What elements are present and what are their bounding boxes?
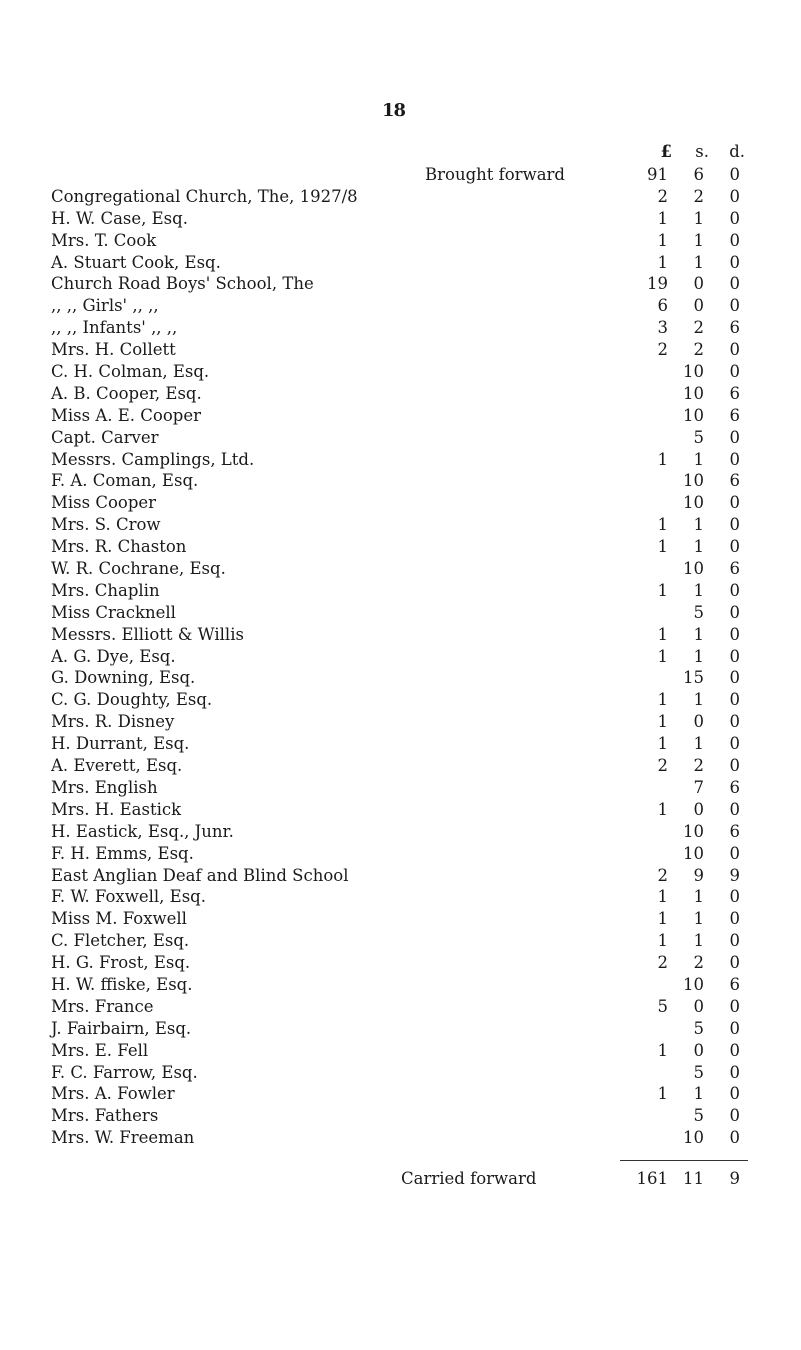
donor-name: Messrs. Elliott & Willis bbox=[51, 624, 244, 644]
shillings-value: 5 bbox=[693, 1062, 704, 1082]
donor-name: Mrs. A. Fowler bbox=[51, 1084, 175, 1104]
shillings-value: 10 bbox=[683, 843, 704, 863]
list-item bbox=[0, 361, 801, 383]
pence-value: 0 bbox=[729, 690, 740, 710]
pounds-value: 91 bbox=[647, 165, 668, 184]
donor-name: Messrs. Camplings, Ltd. bbox=[51, 449, 255, 469]
pence-value: 0 bbox=[729, 909, 740, 929]
list-item bbox=[0, 295, 801, 317]
donor-name: Church Road Boys' School, The bbox=[51, 274, 314, 294]
shillings-value: 0 bbox=[693, 1040, 704, 1060]
donor-name: G. Downing, Esq. bbox=[51, 668, 196, 688]
donor-name: Mrs. R. Disney bbox=[51, 712, 175, 732]
pounds-value: 1 bbox=[657, 1084, 668, 1104]
donor-name: Mrs. W. Freeman bbox=[51, 1128, 195, 1148]
donor-name: H. G. Frost, Esq. bbox=[51, 953, 191, 973]
list-item bbox=[0, 449, 801, 471]
pence-value: 0 bbox=[729, 602, 740, 622]
pence-value: 0 bbox=[729, 493, 740, 513]
pence-value: 0 bbox=[729, 1018, 740, 1038]
shillings-value: 2 bbox=[693, 318, 704, 338]
shillings-value: 10 bbox=[683, 821, 704, 841]
donor-name: C. Fletcher, Esq. bbox=[51, 931, 190, 951]
pounds-value: 1 bbox=[657, 449, 668, 469]
donor-name: Capt. Carver bbox=[51, 427, 159, 447]
donor-name: J. Fairbairn, Esq. bbox=[51, 1018, 192, 1038]
carried-forward-label: Carried forward bbox=[401, 1169, 537, 1188]
pence-value: 0 bbox=[729, 712, 740, 732]
pounds-value: 19 bbox=[647, 274, 668, 294]
donor-name: A. Everett, Esq. bbox=[51, 756, 183, 776]
donor-name: F. W. Foxwell, Esq. bbox=[51, 887, 206, 907]
pence-value: 6 bbox=[729, 405, 740, 425]
pence-value: 0 bbox=[729, 843, 740, 863]
shillings-value: 0 bbox=[693, 712, 704, 732]
list-item bbox=[0, 952, 801, 974]
pounds-value: 2 bbox=[657, 340, 668, 360]
shillings-value: 1 bbox=[693, 449, 704, 469]
list-item bbox=[0, 930, 801, 952]
donor-name: F. C. Farrow, Esq. bbox=[51, 1062, 198, 1082]
pounds-value: 1 bbox=[657, 580, 668, 600]
pence-value: 0 bbox=[729, 340, 740, 360]
donor-name: H. W. ffiske, Esq. bbox=[51, 974, 193, 994]
list-item bbox=[0, 558, 801, 580]
donor-name: Mrs. Fathers bbox=[51, 1106, 159, 1126]
shillings-value: 10 bbox=[683, 383, 704, 403]
pence-value: 6 bbox=[729, 471, 740, 491]
pounds-value: 1 bbox=[657, 646, 668, 666]
shillings-value: 0 bbox=[693, 296, 704, 316]
pence-value: 6 bbox=[729, 777, 740, 797]
pounds-column-header: £ bbox=[660, 142, 672, 161]
list-item bbox=[0, 1040, 801, 1062]
shillings-value: 0 bbox=[693, 996, 704, 1016]
shillings-value: 10 bbox=[683, 405, 704, 425]
pounds-value: 5 bbox=[657, 996, 668, 1016]
list-item bbox=[0, 186, 801, 208]
pence-value: 0 bbox=[729, 296, 740, 316]
donor-name: Miss A. E. Cooper bbox=[51, 405, 201, 425]
pence-total: 9 bbox=[729, 1169, 740, 1188]
pence-value: 0 bbox=[729, 537, 740, 557]
shillings-value: 10 bbox=[683, 974, 704, 994]
list-item bbox=[0, 996, 801, 1018]
donor-name: Mrs. S. Crow bbox=[51, 515, 161, 535]
shillings-value: 10 bbox=[683, 362, 704, 382]
shillings-value: 1 bbox=[693, 230, 704, 250]
donor-name: Mrs. H. Collett bbox=[51, 340, 176, 360]
pence-value: 0 bbox=[729, 252, 740, 272]
list-item bbox=[0, 230, 801, 252]
pence-value: 0 bbox=[729, 734, 740, 754]
pounds-value: 1 bbox=[657, 624, 668, 644]
pounds-value: 1 bbox=[657, 230, 668, 250]
shillings-value: 1 bbox=[693, 580, 704, 600]
list-item bbox=[0, 886, 801, 908]
donor-name: W. R. Cochrane, Esq. bbox=[51, 559, 226, 579]
page-number: 18 bbox=[382, 100, 406, 121]
shillings-value: 5 bbox=[693, 602, 704, 622]
donor-name: C. H. Colman, Esq. bbox=[51, 362, 210, 382]
pence-value: 0 bbox=[729, 1106, 740, 1126]
pounds-value: 1 bbox=[657, 734, 668, 754]
shillings-value: 1 bbox=[693, 537, 704, 557]
list-item bbox=[0, 339, 801, 361]
donor-name: Miss Cooper bbox=[51, 493, 157, 513]
shillings-value: 2 bbox=[693, 756, 704, 776]
shillings-value: 1 bbox=[693, 252, 704, 272]
pounds-value: 2 bbox=[657, 186, 668, 206]
pence-value: 0 bbox=[729, 646, 740, 666]
list-item bbox=[0, 1062, 801, 1084]
donor-name: ,, ,, Infants' ,, ,, bbox=[51, 318, 178, 338]
donor-name: Mrs. E. Fell bbox=[51, 1040, 149, 1060]
donor-name: Mrs. France bbox=[51, 996, 154, 1016]
shillings-value: 1 bbox=[693, 909, 704, 929]
list-item bbox=[0, 470, 801, 492]
donor-name: Mrs. H. Eastick bbox=[51, 799, 182, 819]
list-item bbox=[0, 799, 801, 821]
shillings-value: 10 bbox=[683, 471, 704, 491]
shillings-value: 1 bbox=[693, 208, 704, 228]
list-item bbox=[0, 536, 801, 558]
donor-name: C. G. Doughty, Esq. bbox=[51, 690, 213, 710]
pence-value: 0 bbox=[729, 515, 740, 535]
list-item bbox=[0, 667, 801, 689]
pence-value: 6 bbox=[729, 559, 740, 579]
shillings-value: 6 bbox=[693, 165, 704, 184]
pounds-value: 1 bbox=[657, 515, 668, 535]
donor-name: F. A. Coman, Esq. bbox=[51, 471, 199, 491]
list-item bbox=[0, 711, 801, 733]
list-item bbox=[0, 755, 801, 777]
pounds-value: 1 bbox=[657, 712, 668, 732]
pounds-value: 1 bbox=[657, 1040, 668, 1060]
list-item bbox=[0, 1127, 801, 1149]
subscription-list bbox=[0, 164, 801, 1149]
pounds-value: 1 bbox=[657, 537, 668, 557]
shillings-total: 11 bbox=[683, 1169, 704, 1188]
pounds-value: 1 bbox=[657, 208, 668, 228]
donor-name: Congregational Church, The, 1927/8 bbox=[51, 186, 358, 206]
list-item bbox=[0, 689, 801, 711]
shillings-value: 1 bbox=[693, 734, 704, 754]
donor-name: Miss M. Foxwell bbox=[51, 909, 187, 929]
list-item bbox=[0, 317, 801, 339]
pence-value: 9 bbox=[729, 865, 740, 885]
pounds-value: 1 bbox=[657, 887, 668, 907]
pence-value: 0 bbox=[729, 274, 740, 294]
pounds-value: 2 bbox=[657, 953, 668, 973]
list-item bbox=[0, 843, 801, 865]
donor-name: H. Eastick, Esq., Junr. bbox=[51, 821, 234, 841]
shillings-value: 10 bbox=[683, 493, 704, 513]
shillings-value: 5 bbox=[693, 427, 704, 447]
carried-forward-row bbox=[0, 1167, 801, 1191]
list-item bbox=[0, 908, 801, 930]
shillings-value: 0 bbox=[693, 799, 704, 819]
pence-value: 0 bbox=[729, 230, 740, 250]
shillings-value: 2 bbox=[693, 953, 704, 973]
shillings-value: 1 bbox=[693, 1084, 704, 1104]
list-item bbox=[0, 405, 801, 427]
donor-name: ,, ,, Girls' ,, ,, bbox=[51, 296, 159, 316]
pence-value: 0 bbox=[729, 799, 740, 819]
shillings-value: 2 bbox=[693, 340, 704, 360]
pence-value: 0 bbox=[729, 362, 740, 382]
shillings-value: 2 bbox=[693, 186, 704, 206]
shillings-value: 1 bbox=[693, 887, 704, 907]
shillings-value: 7 bbox=[693, 777, 704, 797]
pence-value: 0 bbox=[729, 1084, 740, 1104]
donor-name: F. H. Emms, Esq. bbox=[51, 843, 194, 863]
shillings-value: 15 bbox=[683, 668, 704, 688]
pounds-total: 161 bbox=[636, 1169, 668, 1188]
shillings-value: 1 bbox=[693, 624, 704, 644]
donor-name: Mrs. English bbox=[51, 777, 158, 797]
list-item bbox=[0, 821, 801, 843]
pence-value: 0 bbox=[729, 996, 740, 1016]
shillings-value: 0 bbox=[693, 274, 704, 294]
donor-name: A. G. Dye, Esq. bbox=[51, 646, 176, 666]
pounds-value: 3 bbox=[657, 318, 668, 338]
list-item bbox=[0, 646, 801, 668]
donor-name: East Anglian Deaf and Blind School bbox=[51, 865, 349, 885]
list-item bbox=[0, 492, 801, 514]
list-item bbox=[0, 208, 801, 230]
pence-value: 0 bbox=[729, 165, 740, 184]
pounds-value: 1 bbox=[657, 252, 668, 272]
pence-value: 0 bbox=[729, 931, 740, 951]
pence-value: 0 bbox=[729, 186, 740, 206]
donor-name: A. B. Cooper, Esq. bbox=[51, 383, 202, 403]
pence-value: 0 bbox=[729, 427, 740, 447]
list-item bbox=[0, 427, 801, 449]
pence-value: 0 bbox=[729, 208, 740, 228]
list-item bbox=[0, 580, 801, 602]
pounds-value: 1 bbox=[657, 690, 668, 710]
shillings-value: 1 bbox=[693, 646, 704, 666]
total-rule bbox=[620, 1160, 748, 1161]
list-item bbox=[0, 514, 801, 536]
list-item bbox=[0, 1018, 801, 1040]
list-item bbox=[0, 252, 801, 274]
pounds-value: 2 bbox=[657, 865, 668, 885]
shillings-value: 1 bbox=[693, 931, 704, 951]
list-item bbox=[0, 974, 801, 996]
pounds-value: 1 bbox=[657, 909, 668, 929]
pence-column-header: d. bbox=[729, 142, 745, 161]
shillings-value: 10 bbox=[683, 559, 704, 579]
shillings-value: 9 bbox=[693, 865, 704, 885]
pounds-value: 2 bbox=[657, 756, 668, 776]
pence-value: 0 bbox=[729, 756, 740, 776]
shillings-value: 1 bbox=[693, 690, 704, 710]
pence-value: 0 bbox=[729, 1128, 740, 1148]
donor-name: Mrs. T. Cook bbox=[51, 230, 157, 250]
shillings-value: 5 bbox=[693, 1106, 704, 1126]
pounds-value: 1 bbox=[657, 931, 668, 951]
brought-forward-label: Brought forward bbox=[425, 165, 565, 184]
list-item bbox=[0, 1105, 801, 1127]
list-item bbox=[0, 273, 801, 295]
pence-value: 0 bbox=[729, 624, 740, 644]
pence-value: 6 bbox=[729, 974, 740, 994]
donor-name: H. W. Case, Esq. bbox=[51, 208, 188, 228]
pence-value: 6 bbox=[729, 383, 740, 403]
pence-value: 0 bbox=[729, 449, 740, 469]
pence-value: 6 bbox=[729, 821, 740, 841]
shillings-value: 1 bbox=[693, 515, 704, 535]
donor-name: A. Stuart Cook, Esq. bbox=[51, 252, 221, 272]
pence-value: 6 bbox=[729, 318, 740, 338]
list-item bbox=[0, 602, 801, 624]
list-item bbox=[0, 733, 801, 755]
pence-value: 0 bbox=[729, 1062, 740, 1082]
pence-value: 0 bbox=[729, 1040, 740, 1060]
donor-name: Mrs. R. Chaston bbox=[51, 537, 187, 557]
column-headers bbox=[0, 142, 801, 164]
pence-value: 0 bbox=[729, 668, 740, 688]
list-item bbox=[0, 1083, 801, 1105]
pounds-value: 6 bbox=[657, 296, 668, 316]
shillings-column-header: s. bbox=[695, 142, 709, 161]
list-item bbox=[0, 624, 801, 646]
donor-name: Mrs. Chaplin bbox=[51, 580, 160, 600]
pence-value: 0 bbox=[729, 887, 740, 907]
shillings-value: 5 bbox=[693, 1018, 704, 1038]
list-item bbox=[0, 383, 801, 405]
list-item bbox=[0, 777, 801, 799]
pounds-value: 1 bbox=[657, 799, 668, 819]
donor-name: Miss Cracknell bbox=[51, 602, 176, 622]
shillings-value: 10 bbox=[683, 1128, 704, 1148]
pence-value: 0 bbox=[729, 580, 740, 600]
list-item bbox=[0, 865, 801, 887]
pence-value: 0 bbox=[729, 953, 740, 973]
brought-forward-row bbox=[0, 164, 801, 186]
donor-name: H. Durrant, Esq. bbox=[51, 734, 190, 754]
